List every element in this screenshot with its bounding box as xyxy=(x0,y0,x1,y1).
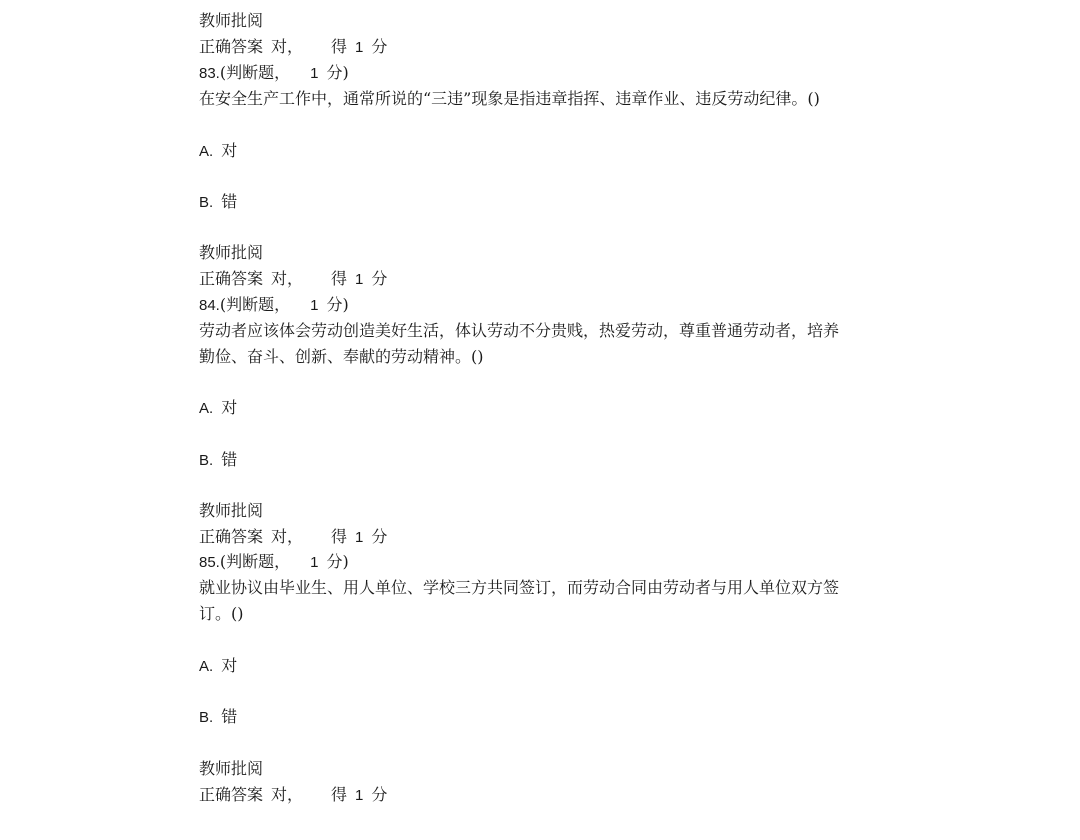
correct-answer-line: 正确答案 对， 得 1 分 xyxy=(199,37,388,56)
question-text-85-line-2: 订。() xyxy=(199,604,244,623)
option-a-83[interactable]: A. 对 xyxy=(199,141,238,160)
option-a-85[interactable]: A. 对 xyxy=(199,656,238,675)
correct-answer-line: 正确答案 对， 得 1 分 xyxy=(199,527,388,546)
teacher-review-label: 教师批阅 xyxy=(199,501,264,520)
correct-answer-line: 正确答案 对， 得 1 分 xyxy=(199,785,388,804)
question-header-85: 85.(判断题， 1 分) xyxy=(199,552,349,571)
question-text-84-line-1: 劳动者应该体会劳动创造美好生活，体认劳动不分贵贱，热爱劳动，尊重普通劳动者，培养 xyxy=(199,321,840,340)
teacher-review-label: 教师批阅 xyxy=(199,11,264,30)
question-text-84-line-2: 勤俭、奋斗、创新、奉献的劳动精神。() xyxy=(199,347,484,366)
question-text-85-line-1: 就业协议由毕业生、用人单位、学校三方共同签订，而劳动合同由劳动者与用人单位双方签 xyxy=(199,578,840,597)
option-b-84[interactable]: B. 错 xyxy=(199,450,238,469)
question-text-83: 在安全生产工作中，通常所说的“三违”现象是指违章指挥、违章作业、违反劳动纪律。() xyxy=(199,89,820,108)
correct-answer-line: 正确答案 对， 得 1 分 xyxy=(199,269,388,288)
teacher-review-label: 教师批阅 xyxy=(199,759,264,778)
question-header-84: 84.(判断题， 1 分) xyxy=(199,295,349,314)
option-b-85[interactable]: B. 错 xyxy=(199,707,238,726)
option-b-83[interactable]: B. 错 xyxy=(199,192,238,211)
option-a-84[interactable]: A. 对 xyxy=(199,398,238,417)
teacher-review-label: 教师批阅 xyxy=(199,243,264,262)
question-header-83: 83.(判断题， 1 分) xyxy=(199,63,349,82)
